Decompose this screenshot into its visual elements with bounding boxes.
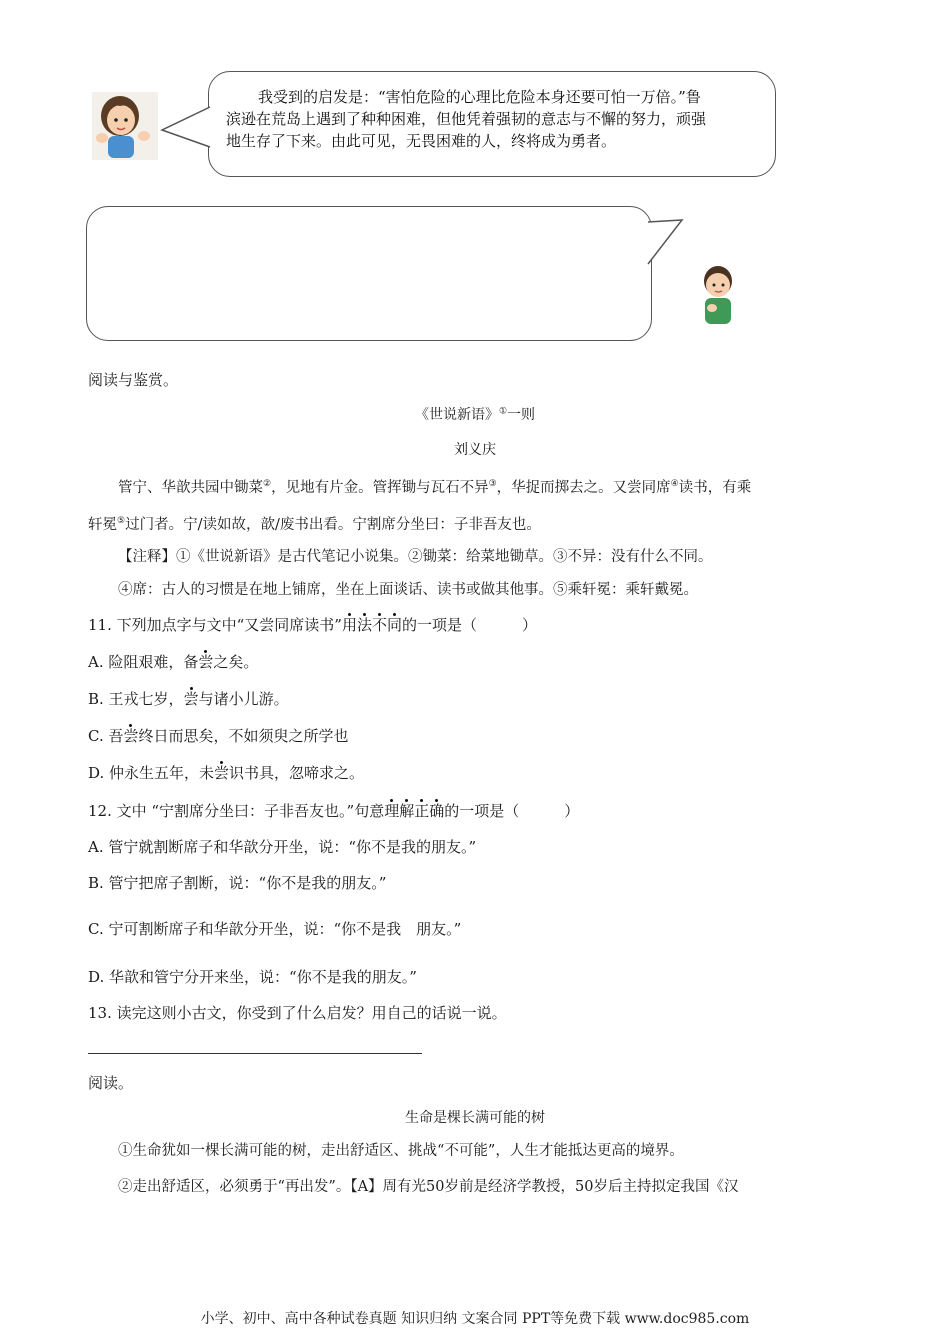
section2-para2: ②走出舒适区，必须勇于“再出发”。【A】周有光50岁前是经济学教授，50岁后主持拟定我国《汉 (118, 1179, 739, 1195)
girl-avatar (90, 92, 162, 162)
q11-option-d[interactable]: D. 仲永生五年，未尝识书具，忽啼求之。 (88, 764, 365, 782)
bubble-pointer-left-icon (160, 105, 212, 151)
bubble1-line1: 我受到的启发是：“害怕危险的心理比危险本身还要可怕一万倍。”鲁 (258, 88, 701, 106)
notes-line1: 【注释】①《世说新语》是古代笔记小说集。②锄菜：给菜地锄草。③不异：没有什么不同。 (118, 549, 713, 565)
q12-option-a[interactable]: A. 管宁就割断席子和华歆分开坐，说：“你不是我的朋友。” (88, 838, 477, 856)
notes-line2: ④席：古人的习惯是在地上铺席，坐在上面谈话、读书或做其他事。⑤乘轩冕：乘轩戴冕。 (118, 582, 698, 598)
section1-author: 刘义庆 (454, 442, 496, 458)
bubble-pointer-right-icon (646, 216, 686, 266)
page-footer: 小学、初中、高中各种试卷真题 知识归纳 文案合同 PPT等免费下载 www.doc985.com (200, 1311, 750, 1327)
classic-text-para2: 轩冕⑤过门者。宁/读如故，歆/废书出看。宁割席分坐曰：子非吾友也。 (88, 516, 541, 533)
boy-avatar (696, 264, 742, 326)
q11-option-c[interactable]: C. 吾尝终日而思矣，不如须臾之所学也 (88, 727, 349, 745)
q11-option-b[interactable]: B. 王戎七岁，尝与诸小儿游。 (88, 690, 289, 708)
section1-title: 《世说新语》①一则 (414, 406, 536, 423)
answer-line[interactable] (88, 1053, 422, 1054)
section2-heading: 阅读。 (88, 1074, 134, 1092)
bubble1-line3: 地生存了下来。由此可见，无畏困难的人，终将成为勇者。 (226, 132, 617, 150)
q11-stem: 11. 下列加点字与文中“又尝同席读书”用法不同的一项是（ ） (88, 616, 538, 634)
section2-para1: ①生命犹如一棵长满可能的树，走出舒适区、挑战“不可能”，人生才能抵达更高的境界。 (118, 1143, 684, 1159)
q12-option-c[interactable]: C. 宁可割断席子和华歆分开坐，说：“你不是我 朋友。” (88, 920, 462, 938)
q12-option-d[interactable]: D. 华歆和管宁分开来坐，说：“你不是我的朋友。” (88, 968, 417, 986)
speech-bubble-answer[interactable] (86, 206, 652, 341)
q13-stem: 13. 读完这则小古文，你受到了什么启发？用自己的话说一说。 (88, 1004, 507, 1022)
section1-heading: 阅读与鉴赏。 (88, 371, 179, 389)
classic-text-para1: 管宁、华歆共园中锄菜②，见地有片金。管挥锄与瓦石不异③，华捉而掷去之。又尝同席④读书，有乘 (118, 479, 752, 496)
q11-option-a[interactable]: A. 险阻艰难，备尝之矣。 (88, 653, 259, 671)
bubble1-line2: 滨逊在荒岛上遇到了种种困难，但他凭着强韧的意志与不懈的努力，顽强 (226, 110, 707, 128)
section2-title: 生命是棵长满可能的树 (405, 1110, 545, 1126)
q12-option-b[interactable]: B. 管宁把席子割断，说：“你不是我的朋友。” (88, 874, 387, 892)
q12-stem: 12. 文中 “宁割席分坐曰：子非吾友也。”句意理解正确的一项是（ ） (88, 802, 580, 820)
